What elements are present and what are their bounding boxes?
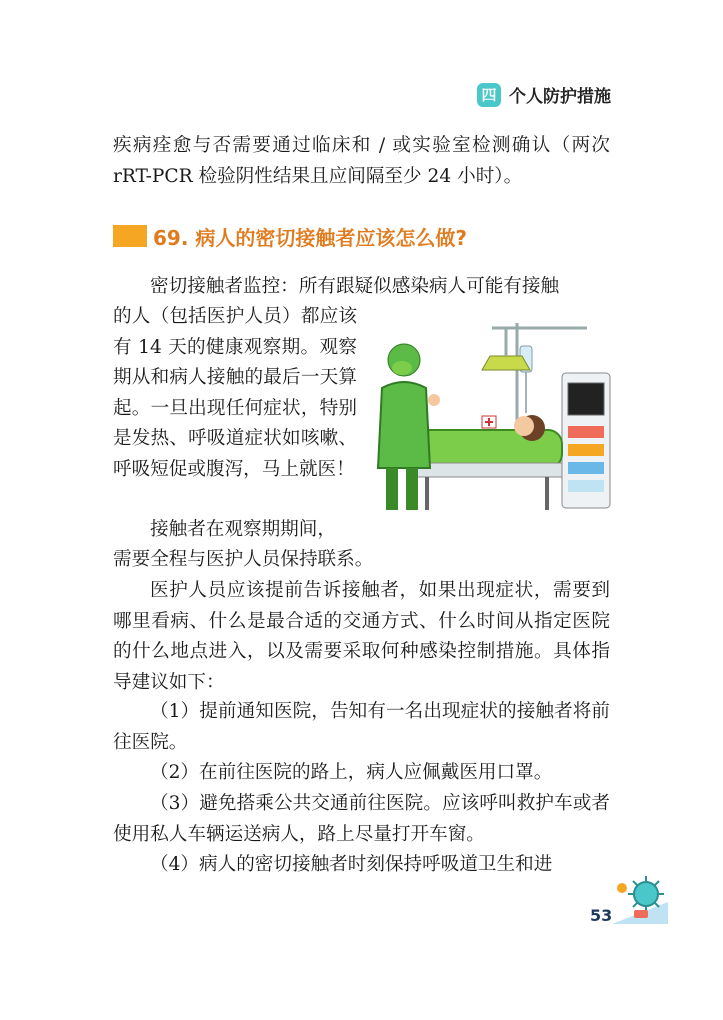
medical-monitor — [562, 373, 610, 508]
paragraph-step-1: （1）提前通知医院，告知有一名出现症状的接触者将前往医院。 — [113, 701, 610, 753]
chapter-title: 个人防护措施 — [509, 87, 611, 107]
paragraph-contact-line2: 需要全程与医护人员保持联系。 — [113, 549, 374, 570]
paragraph-monitoring-line1: 密切接触者监控：所有跟疑似感染病人可能有接触 — [150, 276, 560, 297]
chapter-number-badge: 四 — [477, 83, 501, 107]
paragraph-monitoring-wrapped: 的人（包括医护人员）都应该有 14 天的健康观察期。观察期从和病人接触的最后一天算起。一旦出现任何症状，特别是发热、呼吸道症状如咳嗽、呼吸短促或腹泻，马上就医！ — [113, 306, 357, 480]
paragraph-step-4: （4）病人的密切接触者时刻保持呼吸道卫生和进 — [150, 854, 553, 875]
hospital-bed — [412, 415, 562, 510]
paragraph-step-2: （2）在前往医院的路上，病人应佩戴医用口罩。 — [150, 762, 553, 783]
medicine-box — [482, 416, 496, 428]
paragraph-step-3: （3）避免搭乘公共交通前往医院。应该呼叫救护车或者使用私人车辆运送病人，路上尽量打开车窗。 — [113, 793, 610, 845]
paragraph-guidance: 医护人员应该提前告诉接触者，如果出现症状，需要到哪里看病、什么是最合适的交通方式、什么时间从指定医院的什么地点进入，以及需要采取何种感染控制措施。具体指导建议如下： — [113, 580, 610, 693]
virus-decoration-icon — [612, 872, 668, 924]
chapter-header — [477, 82, 611, 107]
paragraph-contact-line1: 接触者在观察期期间， — [150, 519, 336, 540]
section-marker-bar — [113, 225, 147, 247]
paragraph-intro: 疾病痊愈与否需要通过临床和 / 或实验室检测确认（两次 rRT-PCR 检验阴性结果且应间隔至少 24 小时）。 — [113, 135, 610, 187]
section-heading — [113, 221, 467, 251]
paragraph-monitoring-first-line — [113, 272, 610, 303]
page-number: 53 — [590, 906, 613, 925]
doctor-figure — [378, 344, 440, 510]
section-title: 69. 病人的密切接触者应该怎么做? — [153, 225, 467, 250]
hospital-illustration — [372, 318, 612, 518]
